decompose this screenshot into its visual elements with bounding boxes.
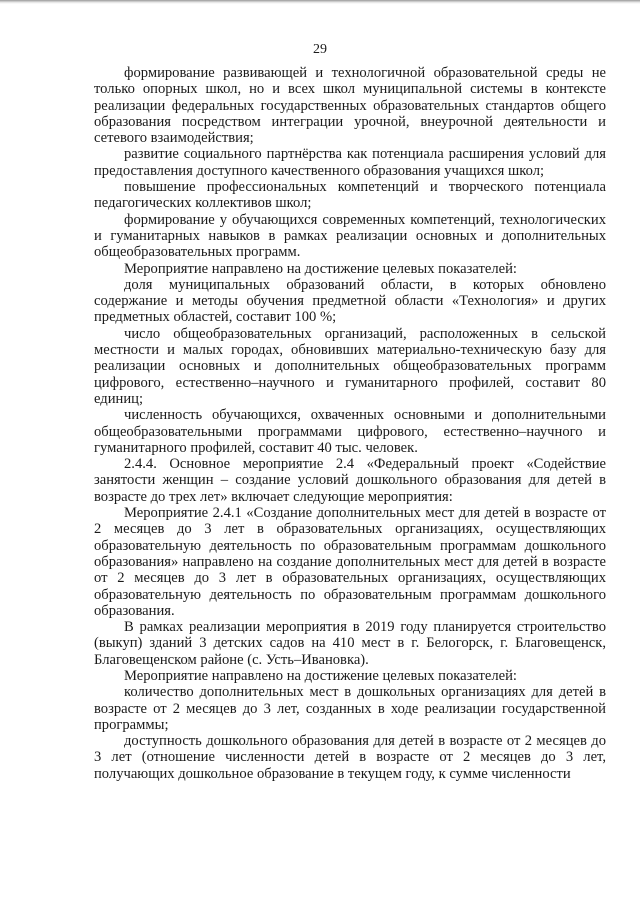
scan-edge [0,0,640,4]
paragraph: число общеобразовательных организаций, расположенных в сельской местности и малых городах, обновивших материально-техническую базу для реализации основных и дополнительных общеобразовательных программ цифрового, естественно–научного и гуманитарного профилей, составит 80 единиц; [94,325,606,407]
paragraph: В рамках реализации мероприятия в 2019 году планируется строительство (выкуп) зданий 3 детских садов на 410 мест в г. Белогорск, г. Благовещенск, Благовещенском районе (с. Усть–Ивановка). [94,619,606,668]
paragraph: численность обучающихся, охваченных основными и дополнительными общеобразовательными программами цифрового, естественно–научного и гуманитарного профилей, составит 40 тыс. человек. [94,407,606,456]
paragraph: формирование у обучающихся современных компетенций, технологических и гуманитарных навыков в рамках реализации основных и дополнительных общеобразовательных программ. [94,211,606,261]
paragraph: Мероприятие 2.4.1 «Создание дополнительных мест для детей в возрасте от 2 месяцев до 3 лет в образовательных организациях, осуществляющих образовательную деятельность по образовательным программам дошкольного образования» направлено на создание дополнительных мест для детей в возрасте от 2 месяцев до 3 лет в образовательных организациях, осуществляющих образовательную деятельность по образовательным программам дошкольного образования. [94,505,606,619]
paragraph: доля муниципальных образований области, в которых обновлено содержание и методы обучения предметной области «Технология» и других предметных областей, составит 100 %; [94,276,606,326]
document-body [94,65,606,782]
paragraph: развитие социального партнёрства как потенциала расширения условий для предоставления доступного качественного образования учащихся школ; [94,146,606,179]
paragraph: формирование развивающей и технологичной образовательной среды не только опорных школ, но и всех школ муниципальной системы в контексте реализации федеральных государственных образовательных стандартов общего образования посредством интеграции урочной, внеурочной деятельности и сетевого взаимодействия; [94,65,606,147]
paragraph: доступность дошкольного образования для детей в возрасте от 2 месяцев до 3 лет (отношение численности детей в возрасте от 2 месяцев до 3 лет, получающих дошкольное образование в текущем году, к сумме численности [94,733,606,782]
paragraph: 2.4.4. Основное мероприятие 2.4 «Федеральный проект «Содействие занятости женщин – создание условий дошкольного образования для детей в возрасте до трех лет» включает следующие мероприятия: [94,456,606,505]
paragraph: Мероприятие направлено на достижение целевых показателей: [124,260,517,277]
paragraph: количество дополнительных мест в дошкольных организациях для детей в возрасте от 2 месяцев до 3 лет, созданных в ходе реализации государственной программы; [94,684,606,733]
paragraph: Мероприятие направлено на достижение целевых показателей: [124,667,517,684]
page-number: 29 [313,42,327,57]
paragraph: повышение профессиональных компетенций и творческого потенциала педагогических коллективов школ; [94,179,606,212]
